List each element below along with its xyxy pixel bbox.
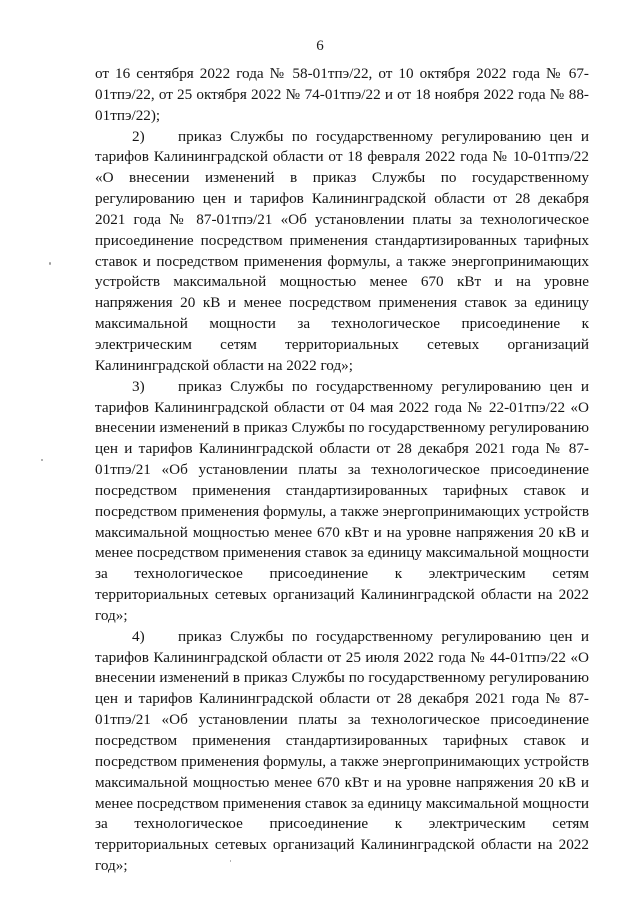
intro-paragraph: от 16 сентября 2022 года № 58-01тпэ/22, от 10 октября 2022 года № 67-01тпэ/22, от 25 октября 2022 № 74-01тпэ/22 и от 18 ноября 2022 года № 88-01тпэ/22);: [95, 65, 589, 124]
scan-speck: [49, 262, 51, 265]
list-item: [95, 627, 589, 877]
scan-speck: [230, 860, 231, 862]
list-item-number: 3): [132, 377, 145, 395]
list-item: [95, 377, 589, 627]
list-item: [95, 127, 589, 377]
scan-speck: [41, 459, 43, 461]
list-item-number: 2): [132, 127, 145, 145]
document-body: [95, 64, 589, 877]
list-item-text: приказ Службы по государственному регулированию цен и тарифов Калининградской области от 04 мая 2022 года № 22-01тпэ/22 «О внесении изменений в приказ Службы по государственному регулированию цен и тарифов Калининградской области от 28 декабря 2021 года № 87-01тпэ/21 «Об установлении платы за технологическое присоединение посредством применения стандартизированных тарифных ставок и посредством применения формулы, а также энергопринимающих устройств максимальной мощностью менее 670 кВт и на уровне напряжения 20 кВ и менее посредством применения ставок за единицу максимальной мощности за технологическое присоединение к электрическим сетям территориальных сетевых организаций Калининградской области на 2022 год»;: [95, 377, 589, 624]
list-item-text: приказ Службы по государственному регулированию цен и тарифов Калининградской области от 25 июля 2022 года № 44-01тпэ/22 «О внесении изменений в приказ Службы по государственному регулированию цен и тарифов Калининградской области от 28 декабря 2021 года № 87-01тпэ/21 «Об установлении платы за технологическое присоединение посредством применения стандартизированных тарифных ставок и посредством применения формулы, а также энергопринимающих устройств максимальной мощностью менее 670 кВт и на уровне напряжения 20 кВ и менее посредством применения ставок за единицу максимальной мощности за технологическое присоединение к электрическим сетям территориальных сетевых организаций Калининградской области на 2022 год»;: [95, 627, 589, 875]
list-item-number: 4): [132, 627, 145, 645]
page-number: 6: [316, 38, 324, 54]
list-item-text: приказ Службы по государственному регулированию цен и тарифов Калининградской области от 18 февраля 2022 года № 10-01тпэ/22 «О внесении изменений в приказ Службы по государственному регулированию цен и тарифов Калининградской области от 28 декабря 2021 года № 87-01тпэ/21 «Об установлении платы за технологическое присоединение посредством применения стандартизированных тарифных ставок и посредством применения формулы, а также энергопринимающих устройств максимальной мощностью менее 670 кВт и на уровне напряжения 20 кВ и менее посредством применения ставок за единицу максимальной мощности за технологическое присоединение к электрическим сетям территориальных сетевых организаций Калининградской области на 2022 год»;: [95, 127, 589, 374]
